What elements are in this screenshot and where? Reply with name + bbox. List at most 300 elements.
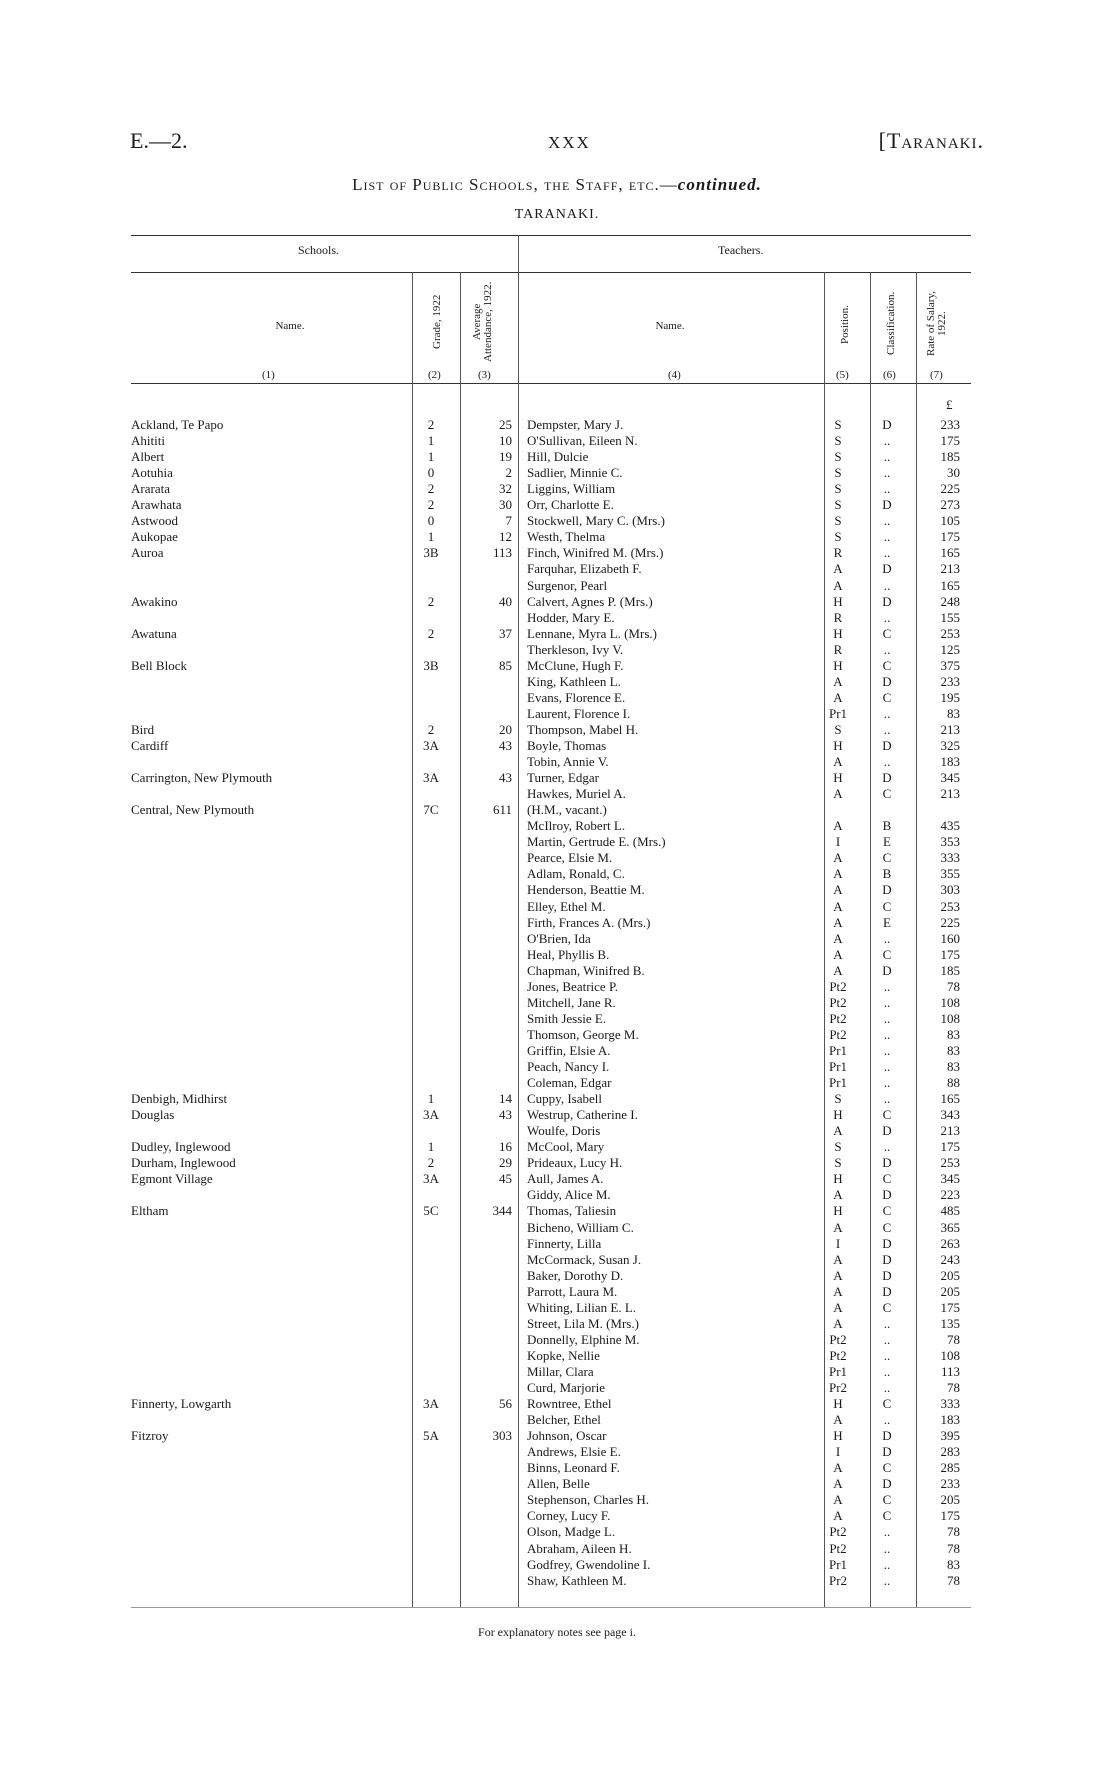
teacher-classification: D — [882, 673, 892, 689]
teacher-name: Evans, Florence E. — [527, 689, 626, 705]
teacher-salary: 78 — [947, 1331, 960, 1347]
teacher-salary: 283 — [940, 1444, 960, 1460]
teacher-classification: E — [883, 914, 891, 930]
teacher-classification: .. — [883, 754, 891, 770]
school-grade: 2 — [427, 1155, 435, 1171]
teacher-classification: .. — [883, 1331, 891, 1347]
teacher-classification: C — [882, 1171, 892, 1187]
teacher-name: Hawkes, Muriel A. — [527, 786, 626, 802]
currency-symbol: £ — [946, 397, 953, 412]
teacher-position: R — [833, 641, 843, 657]
teacher-position: H — [833, 770, 843, 786]
teacher-name: Olson, Madge L. — [527, 1524, 616, 1540]
teacher-classification: .. — [883, 1540, 891, 1556]
teacher-name: Godfrey, Gwendoline I. — [527, 1556, 651, 1572]
teacher-salary: 175 — [940, 529, 960, 545]
teacher-classification: .. — [883, 513, 891, 529]
teacher-salary: 78 — [947, 1572, 960, 1588]
school-grade: 1 — [427, 433, 435, 449]
teacher-name: Rowntree, Ethel — [527, 1396, 612, 1412]
teacher-name-header: Name. — [655, 320, 685, 332]
school-name: Arawhata — [131, 497, 182, 513]
teacher-name: Therkleson, Ivy V. — [527, 641, 624, 657]
teacher-position: Pr1 — [828, 1556, 848, 1572]
teacher-name: Finnerty, Lilla — [527, 1235, 602, 1251]
column-number: (2) — [428, 369, 441, 381]
teacher-name: Surgenor, Pearl — [527, 577, 608, 593]
teacher-name: O'Sullivan, Eileen N. — [527, 433, 638, 449]
teacher-classification: .. — [883, 721, 891, 737]
teacher-classification: C — [882, 689, 892, 705]
column-divider — [518, 235, 519, 1607]
teacher-salary: 185 — [940, 962, 960, 978]
teacher-classification: .. — [883, 609, 891, 625]
school-attendance: 344 — [492, 1203, 512, 1219]
teacher-classification: .. — [883, 930, 891, 946]
teacher-name: Shaw, Kathleen M. — [527, 1572, 627, 1588]
teacher-classification: .. — [883, 481, 891, 497]
teacher-position: Pr1 — [828, 1059, 848, 1074]
teacher-position: Pt2 — [829, 994, 847, 1010]
teacher-name: Hodder, Mary E. — [527, 609, 615, 625]
teacher-classification: D — [882, 1235, 892, 1251]
teacher-salary: 205 — [940, 1267, 960, 1283]
teacher-salary: 108 — [940, 994, 960, 1010]
teacher-name: Johnson, Oscar — [527, 1428, 607, 1444]
teacher-salary: 205 — [940, 1283, 960, 1299]
list-title-main: List of Public Schools, the Staff, etc.— — [352, 175, 678, 194]
teacher-name: Binns, Leonard F. — [527, 1460, 620, 1476]
teacher-name: Cuppy, Isabell — [527, 1091, 602, 1107]
school-grade: 1 — [427, 449, 435, 465]
school-grade: 3A — [423, 1171, 439, 1187]
teacher-name: Andrews, Elsie E. — [527, 1444, 621, 1460]
teacher-salary: 175 — [940, 946, 960, 962]
column-number: (3) — [478, 369, 491, 381]
teacher-position: Pr1 — [828, 1042, 848, 1058]
teacher-position: A — [833, 1299, 843, 1315]
school-attendance: 20 — [499, 721, 512, 737]
school-name: Dudley, Inglewood — [131, 1139, 231, 1155]
school-grade: 5A — [423, 1428, 439, 1444]
teacher-salary: 233 — [940, 673, 960, 689]
teacher-position: A — [833, 946, 843, 962]
teacher-position: A — [833, 1267, 843, 1283]
teacher-position: Pr1 — [828, 1363, 848, 1379]
column-divider — [916, 272, 917, 1607]
teacher-salary: 83 — [947, 1026, 960, 1042]
page-number: XXX — [548, 133, 591, 152]
group-header-rule — [131, 272, 971, 273]
teacher-position: A — [833, 866, 843, 882]
teacher-position: Pt2 — [829, 1026, 847, 1042]
teacher-position: A — [833, 577, 843, 593]
school-grade: 7C — [423, 802, 439, 818]
teachers-group-header: Teachers. — [718, 243, 764, 257]
school-attendance: 16 — [499, 1139, 512, 1155]
school-attendance: 19 — [499, 449, 512, 465]
school-attendance: 7 — [505, 513, 512, 529]
teacher-salary: 175 — [940, 1299, 960, 1315]
school-attendance: 56 — [499, 1396, 512, 1412]
teacher-classification: .. — [883, 1059, 891, 1074]
teacher-position: A — [833, 1492, 843, 1508]
teacher-name: Parrott, Laura M. — [527, 1283, 618, 1299]
school-attendance: 43 — [499, 738, 512, 753]
school-attendance: 12 — [499, 529, 512, 545]
teacher-position: H — [833, 1171, 843, 1187]
schools-group-header: Schools. — [298, 243, 340, 257]
school-attendance: 43 — [499, 1107, 512, 1123]
table-bottom-rule — [131, 1607, 971, 1608]
teacher-position: A — [833, 882, 843, 898]
teacher-salary: 78 — [947, 1380, 960, 1395]
teacher-position: Pr1 — [828, 1075, 848, 1091]
teacher-position: Pt2 — [829, 1524, 847, 1540]
school-name: Egmont Village — [131, 1171, 213, 1187]
school-grade: 3B — [423, 545, 439, 561]
column-number: (4) — [668, 369, 681, 381]
teacher-classification: D — [882, 1123, 892, 1139]
teacher-classification: .. — [883, 1075, 891, 1091]
school-name: Fitzroy — [131, 1428, 169, 1444]
teacher-salary: 343 — [940, 1107, 960, 1123]
school-attendance: 10 — [499, 433, 512, 449]
teacher-salary: 83 — [947, 1556, 960, 1572]
teacher-salary: 185 — [940, 449, 960, 465]
grade-header: Grade, 1922 — [431, 294, 443, 350]
teacher-name: Corney, Lucy F. — [527, 1508, 611, 1524]
teacher-position: Pt2 — [829, 1010, 847, 1026]
school-grade: 0 — [427, 465, 435, 481]
teacher-name: Kopke, Nellie — [527, 1347, 600, 1363]
teacher-classification: .. — [883, 545, 891, 561]
teacher-name: Millar, Clara — [527, 1363, 594, 1379]
teacher-classification: D — [882, 1187, 892, 1203]
school-grade: 3A — [423, 1107, 439, 1123]
teacher-classification: .. — [883, 1347, 891, 1363]
school-name: Aotuhia — [131, 465, 173, 481]
teacher-classification: D — [882, 882, 892, 898]
school-name: Eltham — [131, 1203, 169, 1219]
school-grade: 3A — [423, 770, 439, 786]
teacher-name: Stockwell, Mary C. (Mrs.) — [527, 513, 665, 529]
teacher-salary: 83 — [947, 1042, 960, 1058]
salary-header: Rate of Salary, 1922. — [925, 291, 948, 357]
teacher-salary: 225 — [940, 914, 960, 930]
attendance-header: Average Attendance, 1922. — [471, 281, 494, 363]
teacher-name: Belcher, Ethel — [527, 1412, 601, 1428]
school-attendance: 303 — [492, 1428, 512, 1444]
teacher-salary: 345 — [940, 770, 960, 786]
teacher-name: Prideaux, Lucy H. — [527, 1155, 623, 1171]
teacher-classification: C — [882, 1492, 892, 1508]
teacher-position: S — [834, 513, 842, 529]
teacher-position: H — [833, 738, 843, 753]
teacher-salary: 135 — [940, 1315, 960, 1331]
teacher-position: S — [834, 465, 842, 481]
teacher-classification: .. — [883, 577, 891, 593]
teacher-classification: .. — [883, 1524, 891, 1540]
teacher-salary: 30 — [947, 465, 960, 481]
teacher-name: McClune, Hugh F. — [527, 657, 624, 673]
teacher-classification: C — [882, 1203, 892, 1219]
teacher-name: Boyle, Thomas — [527, 738, 607, 753]
teacher-salary: 225 — [940, 481, 960, 497]
teacher-position: S — [834, 1091, 842, 1107]
teacher-name: Abraham, Aileen H. — [527, 1540, 632, 1556]
teacher-salary: 355 — [940, 866, 960, 882]
school-grade: 2 — [427, 417, 435, 432]
teacher-salary: 155 — [940, 609, 960, 625]
teacher-position: Pr1 — [828, 705, 848, 721]
region-title: TARANAKI. — [514, 207, 600, 222]
teacher-salary: 223 — [940, 1187, 960, 1203]
school-name: Bell Block — [131, 657, 187, 673]
teacher-name: Hill, Dulcie — [527, 449, 589, 465]
teacher-name: Street, Lila M. (Mrs.) — [527, 1315, 639, 1331]
teacher-salary: 165 — [940, 545, 960, 561]
school-name: Douglas — [131, 1107, 175, 1123]
teacher-position: H — [833, 1203, 843, 1219]
teacher-position: Pr2 — [828, 1380, 848, 1395]
position-header: Position. — [839, 305, 851, 345]
teacher-position: A — [833, 1123, 843, 1139]
teacher-position: A — [833, 754, 843, 770]
teacher-salary: 243 — [940, 1251, 960, 1267]
teacher-name: Smith Jessie E. — [527, 1010, 607, 1026]
teacher-position: S — [834, 1139, 842, 1155]
teacher-salary: 253 — [940, 625, 960, 641]
teacher-classification: .. — [883, 978, 891, 994]
column-number: (1) — [262, 369, 275, 381]
teacher-name: Whiting, Lilian E. L. — [527, 1299, 637, 1315]
teacher-salary: 253 — [940, 898, 960, 914]
school-grade: 3B — [423, 657, 439, 673]
teacher-name: Calvert, Agnes P. (Mrs.) — [527, 593, 653, 609]
teacher-classification: C — [882, 1299, 892, 1315]
teacher-name: Curd, Marjorie — [527, 1380, 605, 1395]
teacher-name: O'Brien, Ida — [527, 930, 591, 946]
teacher-position: Pt2 — [829, 1540, 847, 1556]
teacher-name: Lennane, Myra L. (Mrs.) — [527, 625, 657, 641]
school-grade: 3A — [423, 738, 439, 753]
teacher-salary: 253 — [940, 1155, 960, 1171]
teacher-name: Allen, Belle — [527, 1476, 590, 1492]
teacher-name: Donnelly, Elphine M. — [527, 1331, 640, 1347]
teacher-classification: .. — [883, 641, 891, 657]
teacher-salary: 365 — [940, 1219, 960, 1235]
school-attendance: 25 — [499, 417, 512, 432]
teacher-name: Henderson, Beattie M. — [527, 882, 645, 898]
school-grade: 5C — [423, 1203, 439, 1219]
teacher-salary: 88 — [947, 1075, 960, 1091]
teacher-position: A — [833, 786, 843, 802]
teacher-position: R — [833, 545, 843, 561]
teacher-name: Chapman, Winifred B. — [527, 962, 645, 978]
teacher-classification: .. — [883, 1139, 891, 1155]
school-attendance: 85 — [499, 657, 512, 673]
teacher-position: Pt2 — [829, 1347, 847, 1363]
teacher-name: McIlroy, Robert L. — [527, 818, 626, 834]
teacher-position: S — [834, 721, 842, 737]
school-grade: 2 — [427, 481, 435, 497]
teacher-position: H — [833, 1396, 843, 1412]
school-grade: 2 — [427, 625, 435, 641]
school-attendance: 611 — [492, 802, 512, 818]
teacher-position: S — [834, 449, 842, 465]
teacher-salary: 213 — [940, 1123, 960, 1139]
school-name: Central, New Plymouth — [131, 802, 255, 818]
school-grade: 1 — [427, 529, 435, 545]
teacher-name: Westrup, Catherine I. — [527, 1107, 638, 1123]
teacher-position: A — [833, 1219, 843, 1235]
column-number: (7) — [930, 369, 943, 381]
teacher-classification: E — [883, 834, 891, 850]
school-attendance: 45 — [499, 1171, 512, 1187]
teacher-position: R — [833, 609, 843, 625]
teacher-position: H — [833, 593, 843, 609]
teacher-name: Woulfe, Doris — [527, 1123, 601, 1139]
column-divider — [412, 272, 413, 1607]
teacher-position: H — [833, 1428, 843, 1444]
school-grade: 3A — [423, 1396, 439, 1412]
school-attendance: 113 — [492, 545, 512, 561]
teacher-salary: 83 — [947, 1059, 960, 1074]
school-name: Albert — [131, 449, 165, 465]
teacher-position: S — [834, 481, 842, 497]
teacher-salary: 263 — [940, 1235, 960, 1251]
teacher-name: Mitchell, Jane R. — [527, 994, 616, 1010]
document-code: E.—2. — [130, 128, 188, 153]
school-attendance: 2 — [505, 465, 512, 481]
teacher-position: H — [833, 625, 843, 641]
teacher-position: Pt2 — [829, 1331, 847, 1347]
teacher-salary: 485 — [940, 1203, 960, 1219]
teacher-salary: 183 — [940, 754, 960, 770]
school-attendance: 37 — [499, 625, 512, 641]
teacher-classification: .. — [883, 1010, 891, 1026]
school-name: Bird — [131, 721, 155, 737]
teacher-position: A — [833, 1476, 843, 1492]
teacher-position: A — [833, 561, 843, 577]
teacher-name: Finch, Winifred M. (Mrs.) — [527, 545, 664, 561]
teacher-classification: C — [882, 1396, 892, 1412]
teacher-classification: B — [882, 866, 892, 882]
teacher-position: Pr2 — [828, 1572, 848, 1588]
teacher-name: Thompson, Mabel H. — [527, 721, 639, 737]
teacher-classification: C — [882, 786, 892, 802]
teacher-position: I — [835, 1235, 841, 1251]
teacher-salary: 108 — [940, 1347, 960, 1363]
teacher-classification: C — [882, 1508, 892, 1524]
teacher-classification: .. — [883, 705, 891, 721]
teacher-name: Orr, Charlotte E. — [527, 497, 614, 513]
teacher-salary: 83 — [947, 705, 960, 721]
teacher-classification: .. — [883, 1556, 891, 1572]
school-name: Denbigh, Midhirst — [131, 1091, 228, 1107]
teacher-salary: 233 — [940, 417, 960, 432]
teacher-classification: D — [882, 1283, 892, 1299]
school-attendance: 29 — [499, 1155, 512, 1171]
teacher-salary: 78 — [947, 1524, 960, 1540]
school-name: Ackland, Te Papo — [131, 417, 224, 432]
teacher-salary: 175 — [940, 1139, 960, 1155]
teacher-classification: D — [882, 1251, 892, 1267]
teacher-name: Sadlier, Minnie C. — [527, 465, 623, 481]
teacher-classification: .. — [883, 1412, 891, 1428]
teacher-salary: 325 — [940, 738, 960, 753]
school-grade: 1 — [427, 1139, 435, 1155]
teacher-salary: 333 — [940, 850, 960, 866]
teacher-classification: D — [882, 497, 892, 513]
teacher-name: Pearce, Elsie M. — [527, 850, 613, 866]
teacher-salary: 78 — [947, 978, 960, 994]
teacher-position: S — [834, 529, 842, 545]
teacher-name: Stephenson, Charles H. — [527, 1492, 650, 1508]
teacher-classification: C — [882, 898, 892, 914]
teacher-classification: D — [882, 962, 892, 978]
school-name: Cardiff — [131, 738, 169, 753]
teacher-position: A — [833, 898, 843, 914]
teacher-position: A — [833, 1412, 843, 1428]
teacher-salary: 233 — [940, 1476, 960, 1492]
teacher-position: A — [833, 689, 843, 705]
list-title — [0, 175, 1114, 195]
column-number: (5) — [836, 369, 849, 381]
teacher-salary: 333 — [940, 1396, 960, 1412]
district-heading: [Taranaki. — [878, 128, 984, 153]
school-attendance: 43 — [499, 770, 512, 786]
teacher-salary: 353 — [940, 834, 960, 850]
teacher-salary: 213 — [940, 721, 960, 737]
school-grade: 0 — [427, 513, 435, 529]
teacher-classification: .. — [883, 433, 891, 449]
column-header-rule — [131, 383, 971, 384]
school-name: Auroa — [131, 545, 164, 561]
teacher-position: A — [833, 818, 843, 834]
teacher-classification: D — [882, 1267, 892, 1283]
teacher-salary: 435 — [940, 818, 960, 834]
teacher-position: A — [833, 1283, 843, 1299]
school-attendance: 40 — [499, 593, 512, 609]
teacher-classification: D — [882, 593, 892, 609]
teacher-classification: C — [882, 657, 892, 673]
teacher-classification: D — [882, 1476, 892, 1492]
teacher-position: S — [834, 417, 842, 432]
teacher-name: Heal, Phyllis B. — [527, 946, 610, 962]
school-name: Carrington, New Plymouth — [131, 770, 273, 786]
teacher-classification: B — [882, 818, 892, 834]
teacher-name: Bicheno, William C. — [527, 1219, 634, 1235]
school-attendance: 30 — [499, 497, 512, 513]
teacher-salary: 113 — [940, 1363, 960, 1379]
teacher-salary: 165 — [940, 1091, 960, 1107]
teacher-position: A — [833, 1315, 843, 1331]
teacher-name: Dempster, Mary J. — [527, 417, 624, 432]
teacher-position: S — [834, 1155, 842, 1171]
teacher-classification: C — [882, 1460, 892, 1476]
teacher-classification: .. — [883, 1091, 891, 1107]
teacher-position: H — [833, 1107, 843, 1123]
teacher-position: S — [834, 497, 842, 513]
teacher-salary: 345 — [940, 1171, 960, 1187]
school-name: Ararata — [131, 481, 170, 497]
teacher-name: Jones, Beatrice P. — [527, 978, 618, 994]
footnote: For explanatory notes see page i. — [478, 1625, 636, 1639]
school-grade: 1 — [427, 1091, 435, 1107]
teacher-position: A — [833, 850, 843, 866]
